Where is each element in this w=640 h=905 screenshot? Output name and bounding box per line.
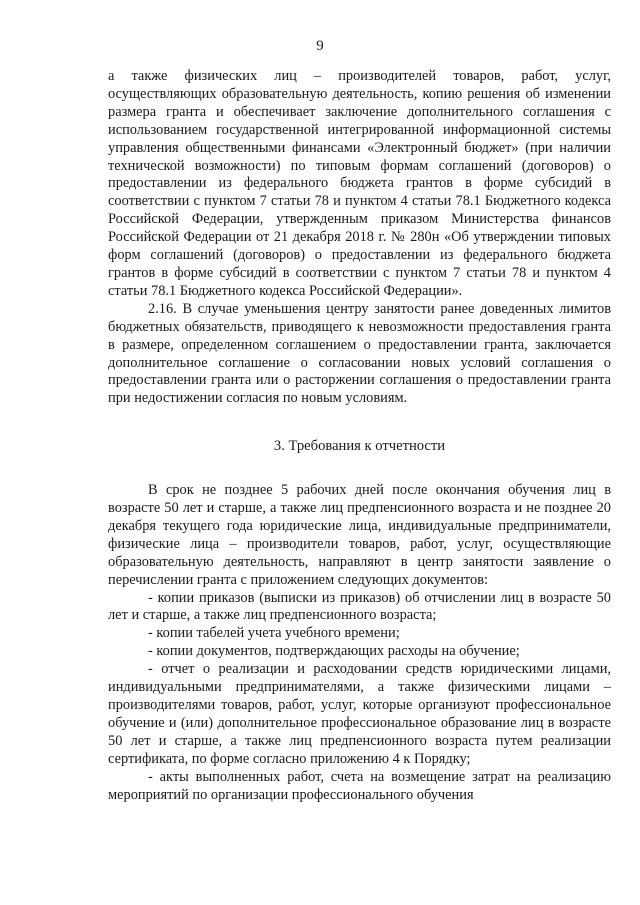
paragraph-reporting-deadline: В срок не позднее 5 рабочих дней после окончания обучения лиц в возрасте 50 лет и старше, а также лиц предпенсионного возраста и не позднее 20 декабря текущего года юридические лица, индивидуальные предприниматели, физические лица – производители товаров, работ, услуг, осуществляющие образовательную деятельность, направляют в центр занятости заявление о перечислении гранта с приложением следующих документов: [108,482,611,588]
paragraph-2-16: 2.16. В случае уменьшения центру занятости ранее доведенных лимитов бюджетных обязательств, приводящего к невозможности предоставления гранта в размере, определенном соглашением о предоставлении гранта, заключается дополнительное соглашение о согласовании новых условий соглашения о предоставлении гранта или о расторжении соглашения о предоставлении гранта при недостижении согласия по новым условиям. [108,300,611,407]
list-item-timesheets: - копии табелей учета учебного времени; [148,625,400,642]
list-item-acts-and-invoices: - акты выполненных работ, счета на возмещение затрат на реализацию мероприятий по организации профессионального обучения [108,768,611,803]
list-item-expense-documents: - копии документов, подтверждающих расходы на обучение; [148,643,520,660]
list-item-order-copies: - копии приказов (выписки из приказов) об отчислении лиц в возрасте 50 лет и старше, а также лиц предпенсионного возраста; [108,589,611,624]
section-heading: 3. Требования к отчетности [273,438,446,455]
list-item-report: - отчет о реализации и расходовании средств юридическими лицами, индивидуальными предпринимателями, а также физическими лицами – производителями товаров, работ, услуг, которые организуют профессиональное обучение и (или) дополнительное профессиональное образование лиц в возрасте 50 лет и старше, а также лиц предпенсионного возраста путем реализации сертификата, по форме согласно приложению 4 к Порядку; [108,661,611,767]
document-body [108,68,611,804]
paragraph-continuation: а также физических лиц – производителей товаров, работ, услуг, осуществляющих образовательную деятельность, копию решения об изменении размера гранта и обеспечивает заключение дополнительного соглашения с использованием государственной интегрированной информационной системы управления общественными финансами «Электронный бюджет» (при наличии технической возможности) по типовым формам соглашений (договоров) о предоставлении из федерального бюджета грантов в форме субсидий в соответствии с пунктом 7 статьи 78 и пунктом 4 статьи 78.1 Бюджетного кодекса Российской Федерации, утвержденным приказом Министерства финансов Российской Федерации от 21 декабря 2018 г. № 280н «Об утверждении типовых форм соглашений (договоров) о предоставлении из федерального бюджета грантов в форме субсидий в соответствии с пунктом 7 статьи 78 и пунктом 4 статьи 78.1 Бюджетного кодекса Российской Федерации». [108,68,611,299]
page-number: 9 [316,38,324,54]
